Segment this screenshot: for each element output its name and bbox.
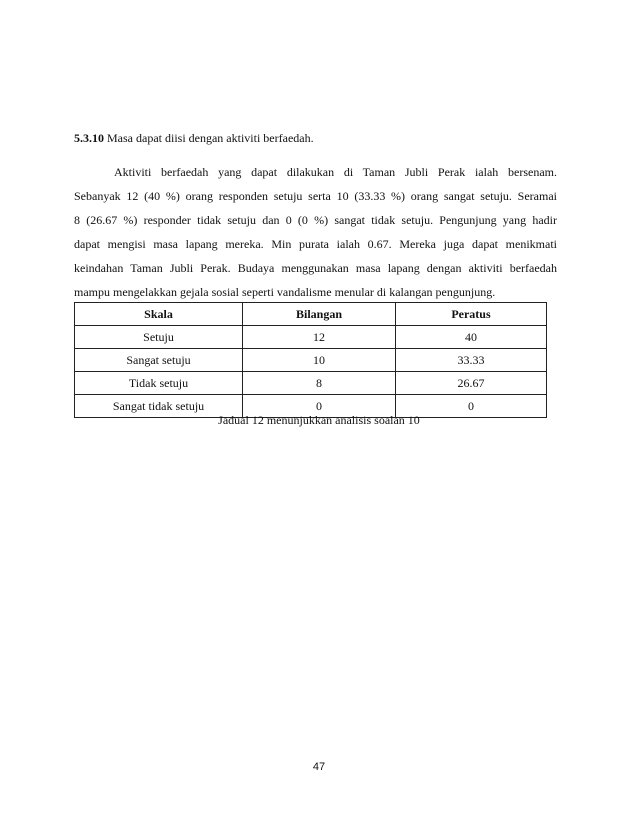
analysis-table bbox=[74, 302, 547, 418]
body-paragraph bbox=[74, 160, 557, 304]
cell-skala: Tidak setuju bbox=[75, 372, 243, 395]
cell-bilangan: 10 bbox=[243, 349, 396, 372]
table-header-row bbox=[75, 303, 547, 326]
table-row bbox=[75, 372, 547, 395]
cell-bilangan: 8 bbox=[243, 372, 396, 395]
paragraph-line: keindahan Taman Jubli Perak. Budaya menggunakan masa lapang dengan aktiviti berfaedah bbox=[74, 261, 557, 275]
header-skala: Skala bbox=[75, 303, 243, 326]
paragraph-line: mampu mengelakkan gejala sosial seperti vandalisme menular di kalangan pengunjung. bbox=[74, 285, 496, 299]
paragraph-line: dapat mengisi masa lapang mereka. Min purata ialah 0.67. Mereka juga dapat menikmati bbox=[74, 237, 557, 251]
header-peratus: Peratus bbox=[396, 303, 547, 326]
cell-bilangan: 12 bbox=[243, 326, 396, 349]
paragraph-line: Sebanyak 12 (40 %) orang responden setuju serta 10 (33.33 %) orang sangat setuju. Seramai bbox=[74, 189, 557, 203]
cell-skala: Sangat setuju bbox=[75, 349, 243, 372]
paragraph-line: Aktiviti berfaedah yang dapat dilakukan di Taman Jubli Perak ialah bersenam. bbox=[114, 165, 557, 179]
section-heading bbox=[74, 130, 314, 146]
cell-skala: Setuju bbox=[75, 326, 243, 349]
cell-peratus: 0 bbox=[396, 395, 547, 418]
header-bilangan: Bilangan bbox=[243, 303, 396, 326]
cell-peratus: 40 bbox=[396, 326, 547, 349]
section-title: Masa dapat diisi dengan aktiviti berfaedah. bbox=[107, 131, 314, 145]
cell-peratus: 33.33 bbox=[396, 349, 547, 372]
table-row bbox=[75, 349, 547, 372]
table-row bbox=[75, 326, 547, 349]
cell-skala: Sangat tidak setuju bbox=[75, 395, 243, 418]
cell-peratus: 26.67 bbox=[396, 372, 547, 395]
page-number: 47 bbox=[312, 761, 326, 773]
cell-bilangan: 0 bbox=[243, 395, 396, 418]
section-number: 5.3.10 bbox=[74, 131, 104, 145]
paragraph-line: 8 (26.67 %) responder tidak setuju dan 0 (0 %) sangat tidak setuju. Pengunjung yang hadir bbox=[74, 213, 557, 227]
table-caption: Jadual 12 menunjukkan analisis soalan 10 bbox=[218, 413, 420, 427]
